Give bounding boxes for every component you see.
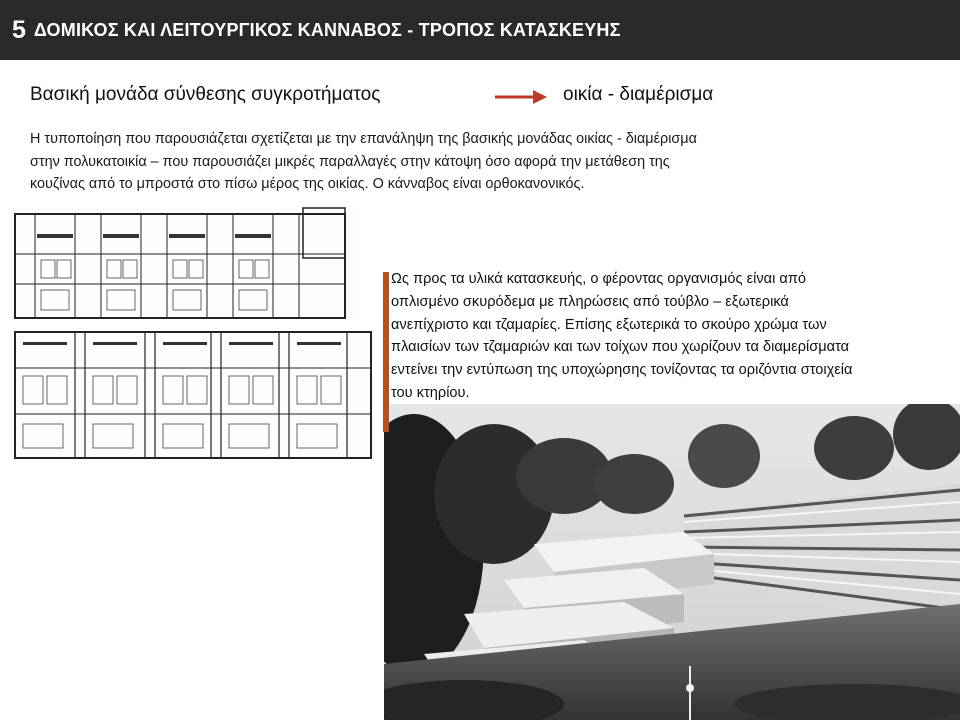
accent-stripe <box>383 272 389 432</box>
building-photo <box>384 404 960 720</box>
desc-line: ανεπίχριστο και τζαμαρίες. Επίσης εξωτερικά το σκούρο χρώμα των <box>391 316 827 333</box>
title-bar <box>0 0 960 60</box>
right-arrow-icon <box>495 88 547 106</box>
materials-description <box>391 268 951 405</box>
desc-line: του κτηρίου. <box>391 384 470 401</box>
intro-line: κουζίνας από το μπροστά στο πίσω μέρος της οικίας. Ο κάνναβος είναι ορθοκανονικός. <box>30 176 585 192</box>
intro-line: Η τυποποίηση που παρουσιάζεται σχετίζεται με την επανάληψη της βασικής μονάδας οικίας - διαμέρισμα <box>30 131 697 147</box>
intro-paragraph <box>30 128 930 196</box>
desc-line: πλαισίων των τζαμαριών και των τοίχων που χωρίζουν τα διαμερίσματα <box>391 339 850 356</box>
desc-line: Ως προς τα υλικά κατασκευής, ο φέροντας οργανισμός είναι από <box>391 271 807 287</box>
slide-number: 5 <box>12 15 26 44</box>
subtitle-right: οικία - διαμέρισμα <box>563 84 714 105</box>
floor-plan-bottom <box>13 328 375 460</box>
desc-line: εντείνει την εντύπωση της υποχώρησης τονίζοντας τα οριζόντια στοιχεία <box>391 362 853 379</box>
slide-title: ΔΟΜΙΚΟΣ ΚΑΙ ΛΕΙΤΟΥΡΓΙΚΟΣ ΚΑΝΝΑΒΟΣ - ΤΡΟΠΟΣ ΚΑΤΑΣΚΕΥΗΣ <box>33 19 621 40</box>
floor-plan-top <box>13 206 355 320</box>
desc-line: οπλισμένο σκυρόδεμα με πληρώσεις από τούβλο – εξωτερικά <box>391 293 789 310</box>
subtitle-left: Βασική μονάδα σύνθεσης συγκροτήματος <box>30 84 381 105</box>
intro-line: στην πολυκατοικία – που παρουσιάζει μικρές παραλλαγές στην κάτοψη όσο αφορά την μετάθεση της <box>30 153 670 170</box>
